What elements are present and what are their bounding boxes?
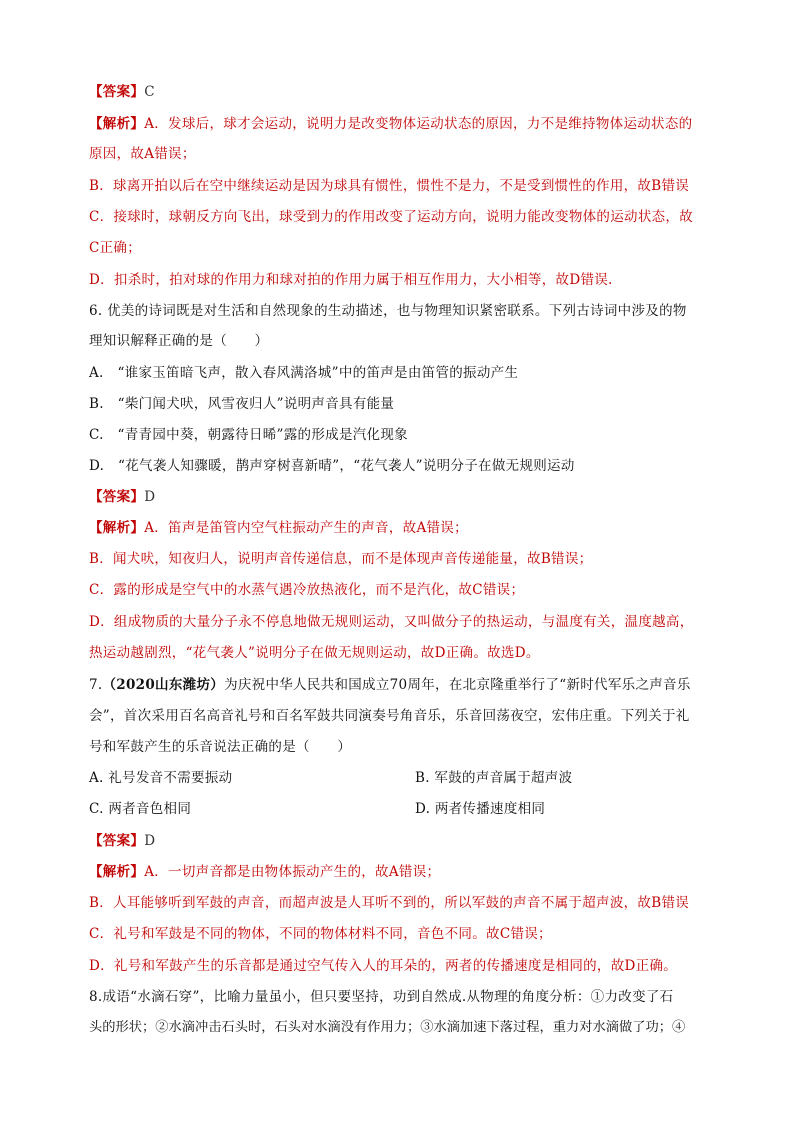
analysis-text: A．发球后，球才会运动，说明力是改变物体运动状态的原因，力不是维持物体运动状态的 <box>144 116 693 132</box>
stem-text: 为庆祝中华人民共和国成立70周年，在北京隆重举行了“新时代军乐之声音乐 <box>224 677 691 693</box>
q5-analysis-line: D．扣杀时，拍对球的作用力和球对拍的作用力属于相互作用力，大小相等，故D错误. <box>89 272 613 288</box>
q7-options-row <box>89 768 709 788</box>
q8-stem: 8.成语“水滴石穿”，比喻力量虽小，但只要坚持，功到自然成.从物理的角度分析：①力改变了石 <box>89 989 674 1005</box>
q7-option-b: B. 军鼓的声音属于超声波 <box>415 770 573 786</box>
q7-analysis-line: D．礼号和军鼓产生的乐音都是通过空气传入人的耳朵的，两者的传播速度是相同的，故D正确。 <box>89 958 678 974</box>
q7-analysis-line: B．人耳能够听到军鼓的声音，而超声波是人耳听不到的，所以军鼓的声音不属于超声波，故B错误 <box>89 895 690 911</box>
q6-option-d: D. “花气袭人知骤暖，鹊声穿树喜新晴”，“花气袭人”说明分子在做无规则运动 <box>89 458 575 474</box>
analysis-text: A．一切声音都是由物体振动产生的，故A错误； <box>144 864 441 880</box>
q6-answer <box>89 487 709 507</box>
q6-stem: 理知识解释正确的是（ ） <box>89 333 269 349</box>
q7-option-a: A. 礼号发音不需要振动 <box>89 770 233 786</box>
q5-analysis-line: C．接球时，球朝反方向飞出，球受到力的作用改变了运动方向，说明力能改变物体的运动状态，故 <box>89 209 694 225</box>
q6-analysis-line: D．组成物质的大量分子永不停息地做无规则运动，又叫做分子的热运动，与温度有关，温度越高， <box>89 614 694 630</box>
q6-analysis-line: 热运动越剧烈，“花气袭人”说明分子在做无规则运动，故D正确。故选D。 <box>89 645 540 661</box>
q7-analysis-line: C．礼号和军鼓是不同的物体，不同的物体材料不同，音色不同。故C错误； <box>89 926 552 942</box>
q6-option-c: C. “青青园中葵，朝露待日晞”露的形成是汽化现象 <box>89 427 408 443</box>
q7-options-row <box>89 799 709 819</box>
question-source: （2020山东潍坊） <box>102 677 225 693</box>
q5-analysis-line: B．球离开拍以后在空中继续运动是因为球具有惯性，惯性不是力，不是受到惯性的作用，故B错误 <box>89 178 690 194</box>
q7-stem: 会”，首次采用百名高音礼号和百名军鼓共同演奏号角音乐，乐音回荡夜空，宏伟庄重。下列关于礼 <box>89 708 690 724</box>
q8-stem: 头的形状；②水滴冲击石头时，石头对水滴没有作用力；③水滴加速下落过程，重力对水滴做了功；④ <box>89 1020 686 1035</box>
answer-tag: 【答案】 <box>89 489 145 505</box>
answer-tag: 【答案】 <box>89 84 145 100</box>
answer-tag: 【答案】 <box>89 833 145 849</box>
analysis-tag: 【解析】 <box>89 520 145 536</box>
answer-value: D <box>144 489 156 505</box>
q7-stem <box>89 675 709 695</box>
q6-analysis-line: C．露的形成是空气中的水蒸气遇冷放热液化，而不是汽化，故C错误； <box>89 582 525 598</box>
analysis-text: A．笛声是笛管内空气柱振动产生的声音，故A错误； <box>144 520 468 536</box>
analysis-tag: 【解析】 <box>89 864 145 880</box>
analysis-tag: 【解析】 <box>89 116 145 132</box>
q7-answer <box>89 831 709 851</box>
q5-answer <box>89 82 709 102</box>
q6-option-b: B. “柴门闻犬吠，风雪夜归人”说明声音具有能量 <box>89 396 395 412</box>
answer-value: D <box>144 833 156 849</box>
q6-option-a: A. “谁家玉笛暗飞声，散入春风满洛城”中的笛声是由笛管的振动产生 <box>89 365 519 381</box>
q6-analysis-line: B．闻犬吠，知夜归人，说明声音传递信息，而不是体现声音传递能量，故B错误； <box>89 551 593 567</box>
q7-option-d: D. 两者传播速度相同 <box>415 801 546 817</box>
q7-option-c: C. 两者音色相同 <box>89 801 192 817</box>
q5-analysis-line: C正确； <box>89 240 142 256</box>
q7-analysis-line <box>89 862 709 882</box>
q6-stem: 6. 优美的诗词既是对生活和自然现象的生动描述，也与物理知识紧密联系。下列古诗词中涉及的物 <box>89 303 687 319</box>
q6-analysis-line <box>89 518 709 538</box>
q5-analysis-line <box>89 114 709 134</box>
question-number: 7. <box>89 677 103 693</box>
q5-analysis-line: 原因，故A错误； <box>89 146 196 162</box>
q7-stem: 号和军鼓产生的乐音说法正确的是（ ） <box>89 739 352 755</box>
answer-value: C <box>144 84 155 100</box>
